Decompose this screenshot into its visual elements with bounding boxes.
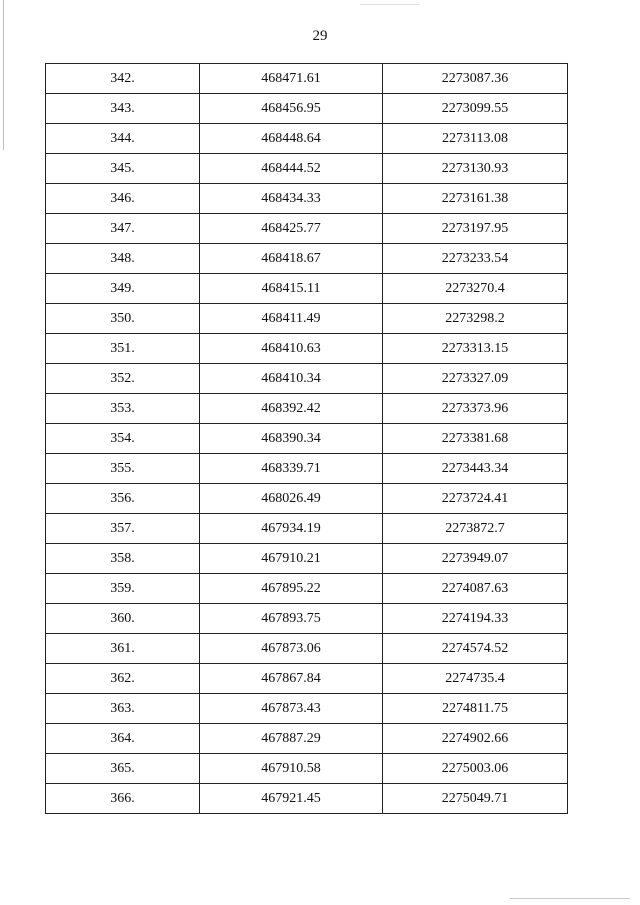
y-coordinate-cell: 2273113.08 <box>383 124 568 154</box>
x-coordinate-cell: 467895.22 <box>200 574 383 604</box>
x-coordinate-cell: 467893.75 <box>200 604 383 634</box>
table-row <box>46 724 568 754</box>
table-row <box>46 364 568 394</box>
x-coordinate-cell: 468411.49 <box>200 304 383 334</box>
point-number-cell: 360. <box>46 604 200 634</box>
table-row <box>46 154 568 184</box>
y-coordinate-cell: 2274087.63 <box>383 574 568 604</box>
y-coordinate-cell: 2274574.52 <box>383 634 568 664</box>
scan-mark-left <box>3 0 4 150</box>
table-row <box>46 484 568 514</box>
x-coordinate-cell: 468390.34 <box>200 424 383 454</box>
x-coordinate-cell: 467887.29 <box>200 724 383 754</box>
point-number-cell: 363. <box>46 694 200 724</box>
y-coordinate-cell: 2273313.15 <box>383 334 568 364</box>
x-coordinate-cell: 467873.06 <box>200 634 383 664</box>
y-coordinate-cell: 2273270.4 <box>383 274 568 304</box>
scan-mark-top <box>360 4 420 5</box>
table-row <box>46 304 568 334</box>
point-number-cell: 362. <box>46 664 200 694</box>
point-number-cell: 352. <box>46 364 200 394</box>
table-row <box>46 64 568 94</box>
table-row <box>46 454 568 484</box>
table-row <box>46 424 568 454</box>
point-number-cell: 359. <box>46 574 200 604</box>
y-coordinate-cell: 2275049.71 <box>383 784 568 814</box>
y-coordinate-cell: 2273381.68 <box>383 424 568 454</box>
y-coordinate-cell: 2273197.95 <box>383 214 568 244</box>
x-coordinate-cell: 468410.63 <box>200 334 383 364</box>
x-coordinate-cell: 468418.67 <box>200 244 383 274</box>
x-coordinate-cell: 468456.95 <box>200 94 383 124</box>
x-coordinate-cell: 468434.33 <box>200 184 383 214</box>
table-row <box>46 394 568 424</box>
x-coordinate-cell: 468410.34 <box>200 364 383 394</box>
point-number-cell: 342. <box>46 64 200 94</box>
x-coordinate-cell: 468026.49 <box>200 484 383 514</box>
y-coordinate-cell: 2273233.54 <box>383 244 568 274</box>
y-coordinate-cell: 2273872.7 <box>383 514 568 544</box>
x-coordinate-cell: 468425.77 <box>200 214 383 244</box>
table-row <box>46 634 568 664</box>
table-row <box>46 784 568 814</box>
table-row <box>46 664 568 694</box>
point-number-cell: 343. <box>46 94 200 124</box>
y-coordinate-cell: 2273099.55 <box>383 94 568 124</box>
point-number-cell: 350. <box>46 304 200 334</box>
y-coordinate-cell: 2274194.33 <box>383 604 568 634</box>
y-coordinate-cell: 2274811.75 <box>383 694 568 724</box>
y-coordinate-cell: 2274902.66 <box>383 724 568 754</box>
x-coordinate-cell: 467910.21 <box>200 544 383 574</box>
table-row <box>46 694 568 724</box>
point-number-cell: 349. <box>46 274 200 304</box>
x-coordinate-cell: 467873.43 <box>200 694 383 724</box>
y-coordinate-cell: 2275003.06 <box>383 754 568 784</box>
point-number-cell: 358. <box>46 544 200 574</box>
table-row <box>46 544 568 574</box>
point-number-cell: 356. <box>46 484 200 514</box>
table-row <box>46 214 568 244</box>
table-row <box>46 334 568 364</box>
y-coordinate-cell: 2274735.4 <box>383 664 568 694</box>
point-number-cell: 345. <box>46 154 200 184</box>
x-coordinate-cell: 467921.45 <box>200 784 383 814</box>
point-number-cell: 355. <box>46 454 200 484</box>
table-row <box>46 244 568 274</box>
point-number-cell: 365. <box>46 754 200 784</box>
y-coordinate-cell: 2273298.2 <box>383 304 568 334</box>
table-row <box>46 94 568 124</box>
y-coordinate-cell: 2273949.07 <box>383 544 568 574</box>
point-number-cell: 344. <box>46 124 200 154</box>
table-row <box>46 184 568 214</box>
x-coordinate-cell: 468392.42 <box>200 394 383 424</box>
point-number-cell: 353. <box>46 394 200 424</box>
table-row <box>46 124 568 154</box>
y-coordinate-cell: 2273724.41 <box>383 484 568 514</box>
x-coordinate-cell: 468339.71 <box>200 454 383 484</box>
point-number-cell: 354. <box>46 424 200 454</box>
y-coordinate-cell: 2273327.09 <box>383 364 568 394</box>
y-coordinate-cell: 2273443.34 <box>383 454 568 484</box>
scan-mark-bottom <box>510 898 630 899</box>
table-row <box>46 754 568 784</box>
table-row <box>46 274 568 304</box>
point-number-cell: 346. <box>46 184 200 214</box>
x-coordinate-cell: 467934.19 <box>200 514 383 544</box>
point-number-cell: 351. <box>46 334 200 364</box>
coordinates-table <box>45 63 568 814</box>
x-coordinate-cell: 468415.11 <box>200 274 383 304</box>
x-coordinate-cell: 467867.84 <box>200 664 383 694</box>
y-coordinate-cell: 2273161.38 <box>383 184 568 214</box>
x-coordinate-cell: 467910.58 <box>200 754 383 784</box>
table-row <box>46 514 568 544</box>
y-coordinate-cell: 2273373.96 <box>383 394 568 424</box>
page-number: 29 <box>312 28 328 44</box>
y-coordinate-cell: 2273130.93 <box>383 154 568 184</box>
point-number-cell: 348. <box>46 244 200 274</box>
point-number-cell: 361. <box>46 634 200 664</box>
table-row <box>46 604 568 634</box>
x-coordinate-cell: 468448.64 <box>200 124 383 154</box>
x-coordinate-cell: 468471.61 <box>200 64 383 94</box>
y-coordinate-cell: 2273087.36 <box>383 64 568 94</box>
point-number-cell: 347. <box>46 214 200 244</box>
x-coordinate-cell: 468444.52 <box>200 154 383 184</box>
point-number-cell: 357. <box>46 514 200 544</box>
point-number-cell: 364. <box>46 724 200 754</box>
table-row <box>46 574 568 604</box>
point-number-cell: 366. <box>46 784 200 814</box>
